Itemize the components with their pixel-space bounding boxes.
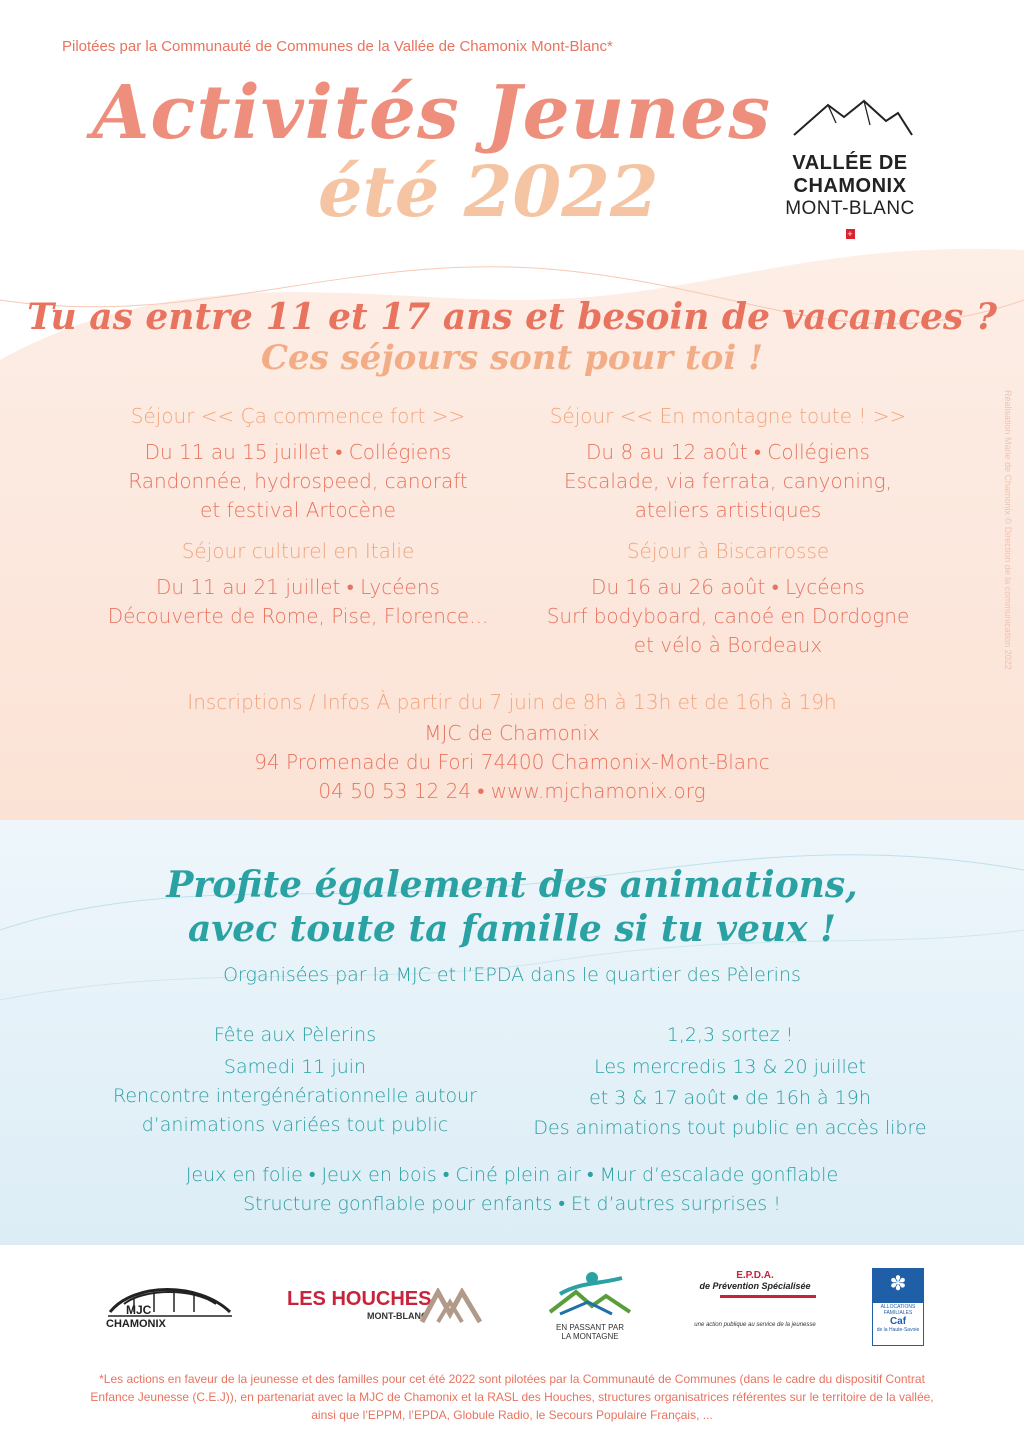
caf-text1: ALLOCATIONS FAMILIALES [880, 1304, 916, 1316]
mjc-logo-text2: CHAMONIX [106, 1318, 166, 1330]
epda-title: E.P.D.A. [736, 1270, 774, 1281]
sejour-activities: Découverte de Rome, Pise, Florence... [107, 604, 489, 628]
animations-list-1: Jeux en folie • Jeux en bois • Ciné plein air • Mur d’escalade gonflable [185, 1164, 839, 1186]
houches-sub: MONT-BLANC [367, 1311, 428, 1321]
sejour-date: Du 11 au 15 juillet • Collégiens [144, 440, 452, 464]
caf-logo [872, 1268, 924, 1346]
montagne-icon [540, 1268, 640, 1318]
savoie-flag-icon: + [847, 229, 853, 239]
sejour-card-3 [88, 539, 508, 631]
animation-card-right [520, 1020, 940, 1142]
credit-vertical: Réalisation Marie de Chamonix © Direction de la communication 2022 [1003, 390, 1013, 670]
animation-date: Samedi 11 juin [223, 1056, 367, 1078]
sejour-title: Séjour culturel en Italie [181, 539, 415, 563]
mjc-name: MJC de Chamonix [424, 721, 600, 745]
sejour-date: Du 16 au 26 août • Lycéens [591, 575, 865, 599]
sejour-card-4 [518, 539, 938, 660]
intro-line2: Ces séjours sont pour toi ! [260, 338, 764, 378]
inscriptions-line: Inscriptions / Infos À partir du 7 juin de 8h à 13h et de 16h à 19h [187, 690, 837, 714]
sejour-activities: Escalade, via ferrata, canyoning, [564, 469, 892, 493]
footnote-line2: Enfance Jeunesse (C.E.J)), en partenariat avec la MJC de Chamonix et la RASL des Houches, structures organisatrices référentes sur le territoire de la vallée, [90, 1390, 934, 1404]
houches-text: LES HOUCHES [287, 1288, 432, 1310]
epda-logo [680, 1270, 830, 1344]
sejour-activities-2: et festival Artocène [200, 498, 396, 522]
sejour-date: Du 8 au 12 août • Collégiens [586, 440, 870, 464]
footnote-line1: *Les actions en faveur de la jeunesse et des familles pour cet été 2022 sont pilotées par la Communauté de Communes (dans le cadre du dispositif Contrat [99, 1372, 925, 1386]
caf-emblem-icon: ✽ [873, 1269, 923, 1303]
animation-desc: Des animations tout public en accès libre [533, 1117, 927, 1139]
mjc-chamonix-logo [104, 1278, 234, 1338]
pilot-line: Pilotées par la Communauté de Communes de la Vallée de Chamonix Mont-Blanc* [62, 38, 613, 55]
mjc-logo-text1: MJC [126, 1303, 152, 1317]
vallee-chamonix-logo [736, 95, 964, 239]
montagne-text1: EN PASSANT PAR [555, 1323, 625, 1332]
animation-desc-2: d’animations variées tout public [141, 1114, 449, 1136]
houches-mountains-icon [420, 1288, 482, 1324]
animations-title2: avec toute ta famille si tu veux ! [188, 908, 836, 950]
animation-title: 1,2,3 sortez ! [666, 1024, 794, 1046]
page-subtitle: été 2022 [318, 150, 659, 233]
sejour-title: Séjour << Ça commence fort >> [130, 404, 466, 428]
animations-list-2: Structure gonflable pour enfants • Et d’autres surprises ! [243, 1193, 781, 1215]
caf-text3: de la Haute-Savoie [876, 1327, 920, 1333]
mjc-contact[interactable]: 04 50 53 12 24 • www.mjchamonix.org [318, 779, 706, 803]
animation-desc: Rencontre intergénérationnelle autour [112, 1085, 477, 1107]
footnote-line3: ainsi que l’EPPM, l’EPDA, Globule Radio, le Secours Populaire Français, ... [311, 1408, 713, 1422]
footnote [0, 1370, 1024, 1424]
sejour-activities-2: et vélo à Bordeaux [633, 633, 823, 657]
sejour-activities: Surf bodyboard, canoé en Dordogne [546, 604, 910, 628]
animation-title: Fête aux Pèlerins [213, 1024, 377, 1046]
caf-text2: Caf [889, 1316, 907, 1327]
montagne-text2: LA MONTAGNE [561, 1332, 619, 1341]
animation-card-left [90, 1020, 500, 1140]
intro-line1: Tu as entre 11 et 17 ans et besoin de vacances ? [27, 296, 997, 338]
animations-subtitle: Organisées par la MJC et l’EPDA dans le quartier des Pèlerins [223, 964, 801, 986]
les-houches-logo [287, 1288, 487, 1338]
sejour-title: Séjour à Biscarrosse [626, 539, 830, 563]
vallee-line1: VALLÉE DE CHAMONIX [792, 152, 908, 197]
mjc-address: 94 Promenade du Fori 74400 Chamonix-Mont-Blanc [254, 750, 770, 774]
inscriptions-block [0, 686, 1024, 806]
sejour-card-1 [88, 404, 508, 525]
epda-tagline: une action publique au service de la jeunesse [694, 1322, 816, 1328]
sejour-date: Du 11 au 21 juillet • Lycéens [156, 575, 440, 599]
page-title: Activités Jeunes [92, 70, 772, 156]
sejour-card-2 [518, 404, 938, 525]
mountain-icon [736, 95, 964, 145]
epda-sub: de Prévention Spécialisée [699, 1281, 811, 1291]
epda-swoosh [720, 1295, 816, 1298]
animations-title1: Profite également des animations, [166, 864, 858, 906]
mjc-building-icon [104, 1278, 234, 1318]
sejour-title: Séjour << En montagne toute ! >> [549, 404, 907, 428]
sejour-activities-2: ateliers artistiques [634, 498, 822, 522]
en-passant-par-la-montagne-logo [540, 1268, 640, 1346]
animation-time: et 3 & 17 août • de 16h à 19h [589, 1087, 871, 1109]
animation-date: Les mercredis 13 & 20 juillet [594, 1056, 866, 1078]
sejour-activities: Randonnée, hydrospeed, canoraft [128, 469, 468, 493]
vallee-line2: MONT-BLANC [785, 198, 915, 219]
